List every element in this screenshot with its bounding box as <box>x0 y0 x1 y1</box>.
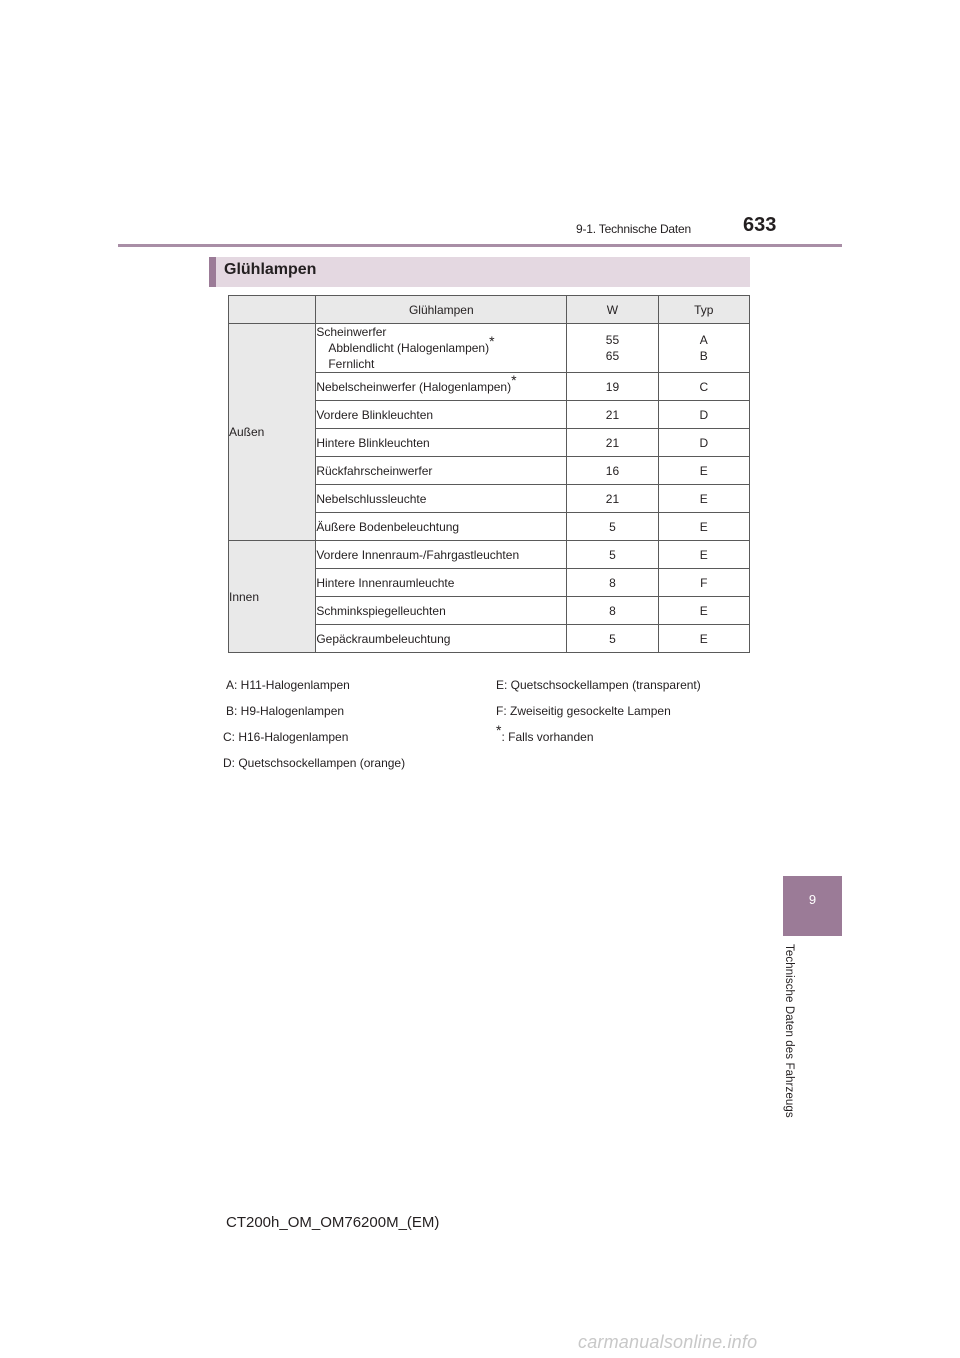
table-header-row <box>229 296 750 324</box>
table-row <box>229 541 750 569</box>
type-value: E <box>658 597 749 625</box>
watt-value: 21 <box>567 429 658 457</box>
watt-value: 5 <box>567 513 658 541</box>
bulb-name: Hintere Blinkleuchten <box>316 429 567 457</box>
footnote-star: * <box>496 722 502 738</box>
chapter-label-wrap <box>783 944 809 1134</box>
header-group <box>229 296 316 324</box>
watt-value: 21 <box>567 485 658 513</box>
header-watt: W <box>567 296 658 324</box>
bulb-name: Hintere Innenraumleuchte <box>316 569 567 597</box>
bulb-name <box>316 373 567 401</box>
legend-item: C: H16-Halogenlampen <box>223 730 349 744</box>
group-label-innen: Innen <box>229 541 316 653</box>
bulb-name: Nebelschlussleuchte <box>316 485 567 513</box>
bulb-name: Äußere Bodenbeleuchtung <box>316 513 567 541</box>
legend-item: B: H9-Halogenlampen <box>226 704 345 718</box>
type-value: E <box>658 513 749 541</box>
watt-value: 19 <box>567 373 658 401</box>
bulb-name-headlights <box>316 324 567 373</box>
type-value: C <box>658 373 749 401</box>
bulb-name-line-low-beam <box>316 333 566 356</box>
header-type: Typ <box>658 296 749 324</box>
type-cell <box>658 324 749 373</box>
chapter-label: Technische Daten des Fahrzeugs <box>783 944 795 1118</box>
group-label-aussen: Außen <box>229 324 316 541</box>
type-value: A <box>699 333 708 347</box>
page-number: 633 <box>743 214 777 236</box>
bulb-name: Gepäckraumbeleuchtung <box>316 625 567 653</box>
legend-item: A: H11-Halogenlampen <box>226 678 350 692</box>
bulb-name-line: Scheinwerfer <box>316 325 387 339</box>
watt-value: 65 <box>605 349 620 363</box>
watt-value: 5 <box>567 541 658 569</box>
type-value: D <box>658 429 749 457</box>
document-code: CT200h_OM_OM76200M_(EM) <box>226 1214 440 1231</box>
running-header-section: 9-1. Technische Daten <box>576 222 691 236</box>
bulb-name-line: Abblendlicht (Halogenlampen) <box>328 341 490 355</box>
watermark: carmanualsonline.info <box>578 1332 758 1352</box>
bulb-name-text: Nebelscheinwerfer (Halogenlampen) <box>316 379 512 394</box>
legend-item: F: Zweiseitig gesockelte Lampen <box>496 704 671 718</box>
legend-item: E: Quetschsockellampen (transparent) <box>496 678 701 692</box>
footnote-star: * <box>489 333 495 349</box>
legend-item-footnote <box>496 722 594 744</box>
type-value: B <box>699 349 708 363</box>
chapter-number: 9 <box>808 892 817 907</box>
type-value: E <box>658 485 749 513</box>
bulb-table <box>228 295 750 653</box>
watt-value: 8 <box>567 597 658 625</box>
bulb-name-line: Fernlicht <box>328 357 375 371</box>
header-rule <box>118 244 842 247</box>
watt-value: 21 <box>567 401 658 429</box>
type-value: E <box>658 457 749 485</box>
watt-value: 16 <box>567 457 658 485</box>
watt-value: 8 <box>567 569 658 597</box>
watt-cell <box>567 324 658 373</box>
bulb-name: Rückfahrscheinwerfer <box>316 457 567 485</box>
section-title-accent <box>209 257 216 287</box>
footnote-star: * <box>511 371 517 388</box>
watt-value: 5 <box>567 625 658 653</box>
section-title: Glühlampen <box>224 261 317 278</box>
header-bulbs: Glühlampen <box>316 296 567 324</box>
bulb-name: Vordere Blinkleuchten <box>316 401 567 429</box>
bulb-name: Vordere Innenraum-/Fahrgastleuchten <box>316 541 567 569</box>
type-value: E <box>658 625 749 653</box>
watt-value: 55 <box>605 333 620 347</box>
bulb-name: Schminkspiegelleuchten <box>316 597 567 625</box>
legend-item: D: Quetschsockellampen (orange) <box>223 756 406 770</box>
type-value: D <box>658 401 749 429</box>
type-value: F <box>658 569 749 597</box>
legend-footnote-text: : Falls vorhanden <box>501 730 594 744</box>
type-value: E <box>658 541 749 569</box>
table-row <box>229 324 750 373</box>
